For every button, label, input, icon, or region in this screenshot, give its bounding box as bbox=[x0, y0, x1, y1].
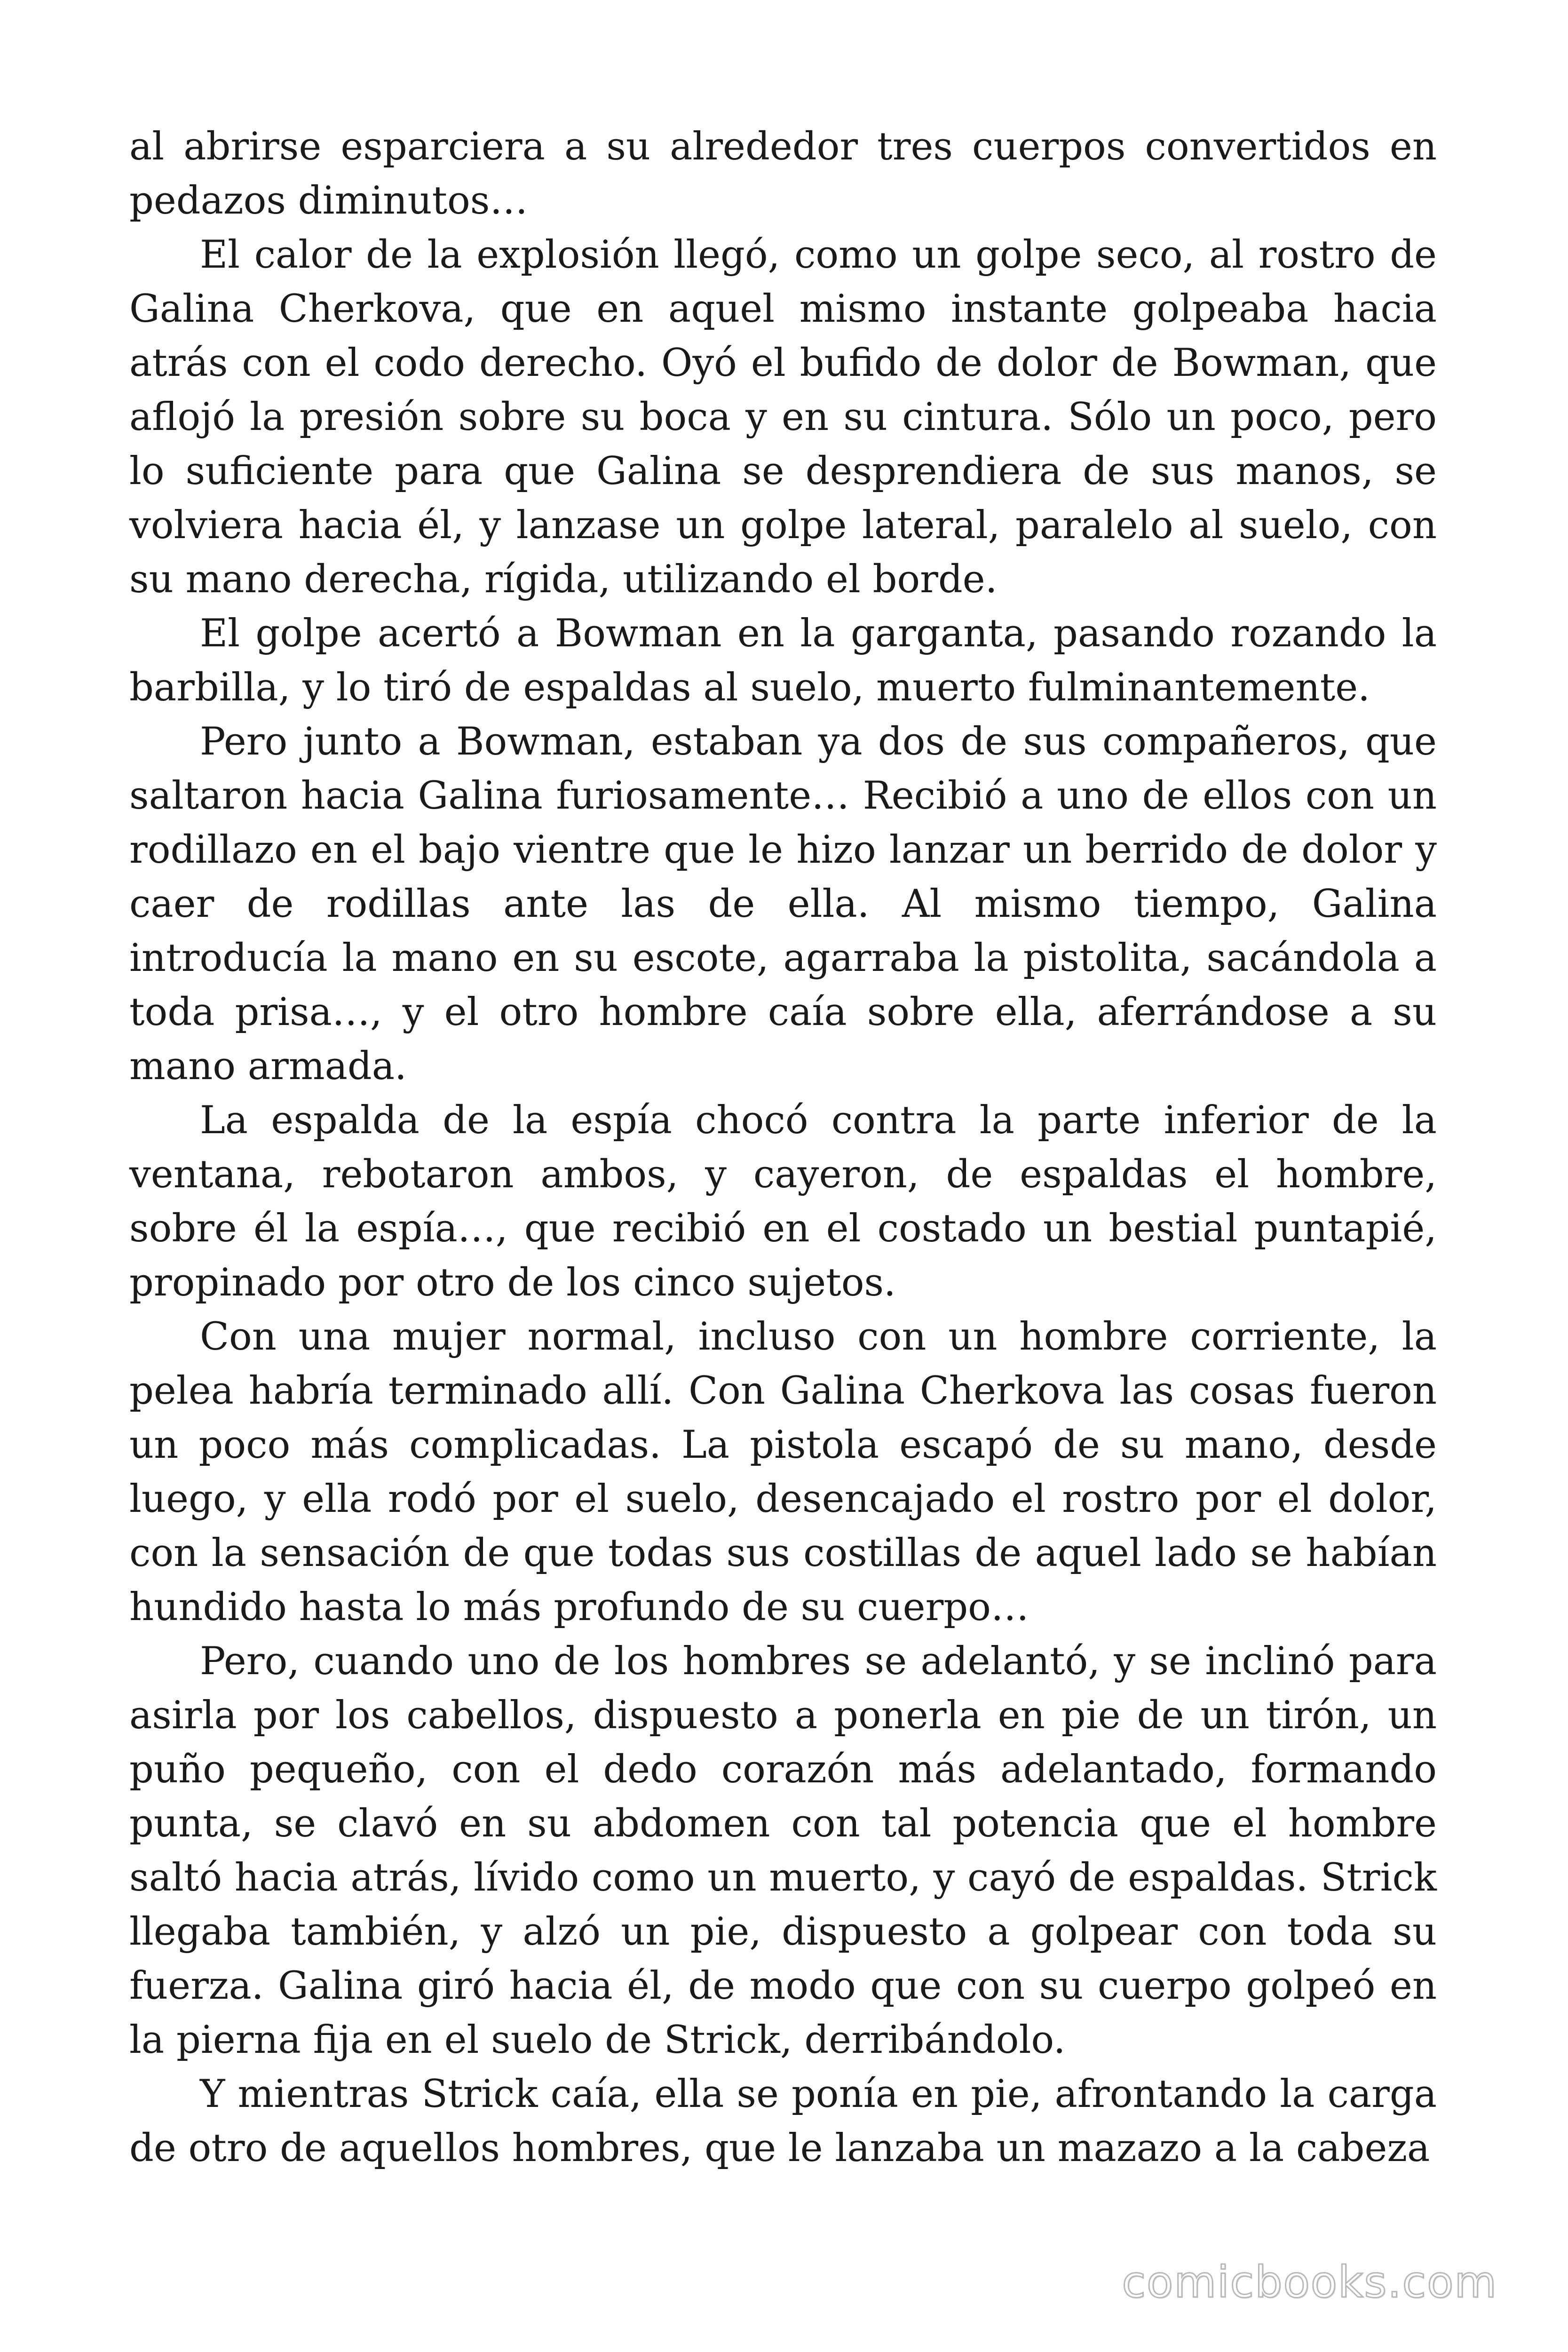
paragraph-continuation: al abrirse esparciera a su alrededor tres cuerpos convertidos en pedazos diminutos… bbox=[129, 125, 1437, 223]
paragraph: El calor de la explosión llegó, como un golpe seco, al rostro de Galina Cherkova, que en aquel mismo instante golpeaba hacia atrás con el codo derecho. Oyó el bufido de dolor de Bowman, que aflojó la presión sobre su boca y en su cintura. Sólo un poco, pero lo suficiente para que Galina se desprendiera de sus manos, se volviera hacia él, y lanzase un golpe lateral, paralelo al suelo, con su mano derecha, rígida, utilizando el borde. bbox=[129, 233, 1437, 602]
paragraph: El golpe acertó a Bowman en la garganta, pasando rozando la barbilla, y lo tiró de espaldas al suelo, muerto fulminantemente. bbox=[129, 612, 1437, 710]
paragraph: Con una mujer normal, incluso con un hombre corriente, la pelea habría terminado allí. Con Galina Cherkova las cosas fueron un poco más complicadas. La pistola escapó de su mano, desde luego, y ella rodó por el suelo, desencajado el rostro por el dolor, con la sensación de que todas sus costillas de aquel lado se habían hundido hasta lo más profundo de su cuerpo… bbox=[129, 1315, 1437, 1629]
paragraph: Pero junto a Bowman, estaban ya dos de sus compañeros, que saltaron hacia Galina furiosamente… Recibió a uno de ellos con un rodillazo en el bajo vientre que le hizo lanzar un berrido de dolor y caer de rodillas ante las de ella. Al mismo tiempo, Galina introducía la mano en su escote, agarraba la pistolita, sacándola a toda prisa…, y el otro hombre caía sobre ella, aferrándose a su mano armada. bbox=[129, 720, 1437, 1089]
page-text bbox=[129, 120, 1437, 2176]
paragraph: La espalda de la espía chocó contra la parte inferior de la ventana, rebotaron ambos, y cayeron, de espaldas el hombre, sobre él la espía…, que recibió en el costado un bestial puntapié, propinado por otro de los cinco sujetos. bbox=[129, 1098, 1437, 1305]
paragraph: Y mientras Strick caía, ella se ponía en pie, afrontando la carga de otro de aquellos hombres, que le lanzaba un mazazo a la cabeza bbox=[129, 2072, 1437, 2170]
watermark: comicbooks.com bbox=[1122, 2257, 1497, 2307]
paragraph: Pero, cuando uno de los hombres se adelantó, y se inclinó para asirla por los cabellos, dispuesto a ponerla en pie de un tirón, un puño pequeño, con el dedo corazón más adelantado, formando punta, se clavó en su abdomen con tal potencia que el hombre saltó hacia atrás, lívido como un muerto, y cayó de espaldas. Strick llegaba también, y alzó un pie, dispuesto a golpear con toda su fuerza. Galina giró hacia él, de modo que con su cuerpo golpeó en la pierna fija en el suelo de Strick, derribándolo. bbox=[129, 1639, 1437, 2062]
